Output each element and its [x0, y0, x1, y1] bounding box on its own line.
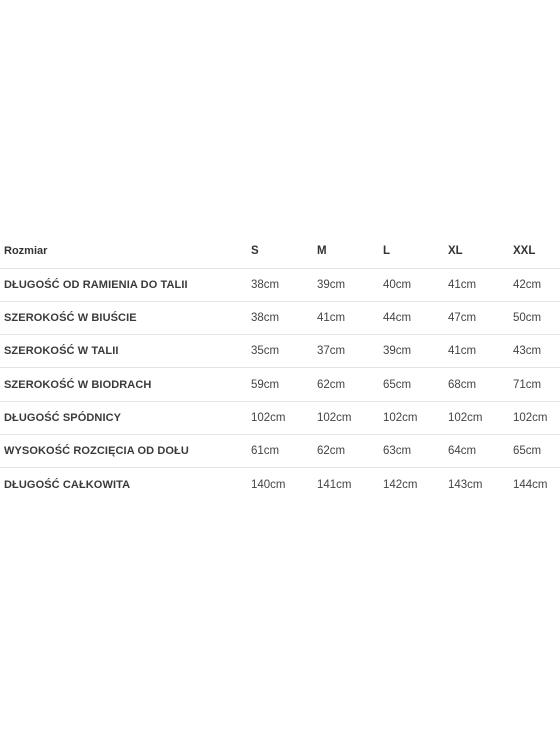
cell-value: 102cm — [251, 401, 317, 434]
cell-value: 39cm — [317, 268, 383, 301]
table-row — [0, 468, 560, 501]
size-chart-table — [0, 234, 560, 501]
header-size-s: S — [251, 244, 259, 257]
cell-value: 102cm — [383, 401, 448, 434]
cell-value: 59cm — [251, 368, 317, 401]
cell-value: 61cm — [251, 434, 317, 467]
cell-value: 43cm — [513, 335, 560, 368]
table-row — [0, 268, 560, 301]
table-row — [0, 401, 560, 434]
cell-value: 41cm — [448, 335, 513, 368]
cell-value: 41cm — [448, 268, 513, 301]
row-label: DŁUGOŚĆ OD RAMIENIA DO TALII — [0, 268, 251, 301]
cell-value: 102cm — [513, 401, 560, 434]
header-size-xl: XL — [448, 244, 463, 257]
cell-value: 35cm — [251, 335, 317, 368]
header-size-l: L — [383, 244, 391, 257]
table-row — [0, 368, 560, 401]
row-label: SZEROKOŚĆ W TALII — [0, 335, 251, 368]
cell-value: 143cm — [448, 468, 513, 501]
cell-value: 37cm — [317, 335, 383, 368]
cell-value: 40cm — [383, 268, 448, 301]
cell-value: 38cm — [251, 301, 317, 334]
cell-value: 68cm — [448, 368, 513, 401]
table-header-row — [0, 234, 560, 268]
header-size-xxl: XXL — [513, 244, 536, 257]
cell-value: 144cm — [513, 468, 560, 501]
cell-value: 65cm — [383, 368, 448, 401]
table-row — [0, 335, 560, 368]
row-label: SZEROKOŚĆ W BIUŚCIE — [0, 301, 251, 334]
row-label: WYSOKOŚĆ ROZCIĘCIA OD DOŁU — [0, 434, 251, 467]
cell-value: 38cm — [251, 268, 317, 301]
cell-value: 102cm — [317, 401, 383, 434]
cell-value: 142cm — [383, 468, 448, 501]
cell-value: 47cm — [448, 301, 513, 334]
cell-value: 42cm — [513, 268, 560, 301]
cell-value: 71cm — [513, 368, 560, 401]
cell-value: 62cm — [317, 434, 383, 467]
cell-value: 62cm — [317, 368, 383, 401]
cell-value: 102cm — [448, 401, 513, 434]
cell-value: 63cm — [383, 434, 448, 467]
cell-value: 41cm — [317, 301, 383, 334]
cell-value: 64cm — [448, 434, 513, 467]
cell-value: 39cm — [383, 335, 448, 368]
table-row — [0, 301, 560, 334]
header-size-m: M — [317, 244, 327, 257]
cell-value: 50cm — [513, 301, 560, 334]
cell-value: 140cm — [251, 468, 317, 501]
cell-value: 65cm — [513, 434, 560, 467]
cell-value: 141cm — [317, 468, 383, 501]
row-label: DŁUGOŚĆ CAŁKOWITA — [0, 468, 251, 501]
cell-value: 44cm — [383, 301, 448, 334]
row-label: SZEROKOŚĆ W BIODRACH — [0, 368, 251, 401]
row-label: DŁUGOŚĆ SPÓDNICY — [0, 401, 251, 434]
table-row — [0, 434, 560, 467]
header-size-label: Rozmiar — [4, 244, 48, 257]
